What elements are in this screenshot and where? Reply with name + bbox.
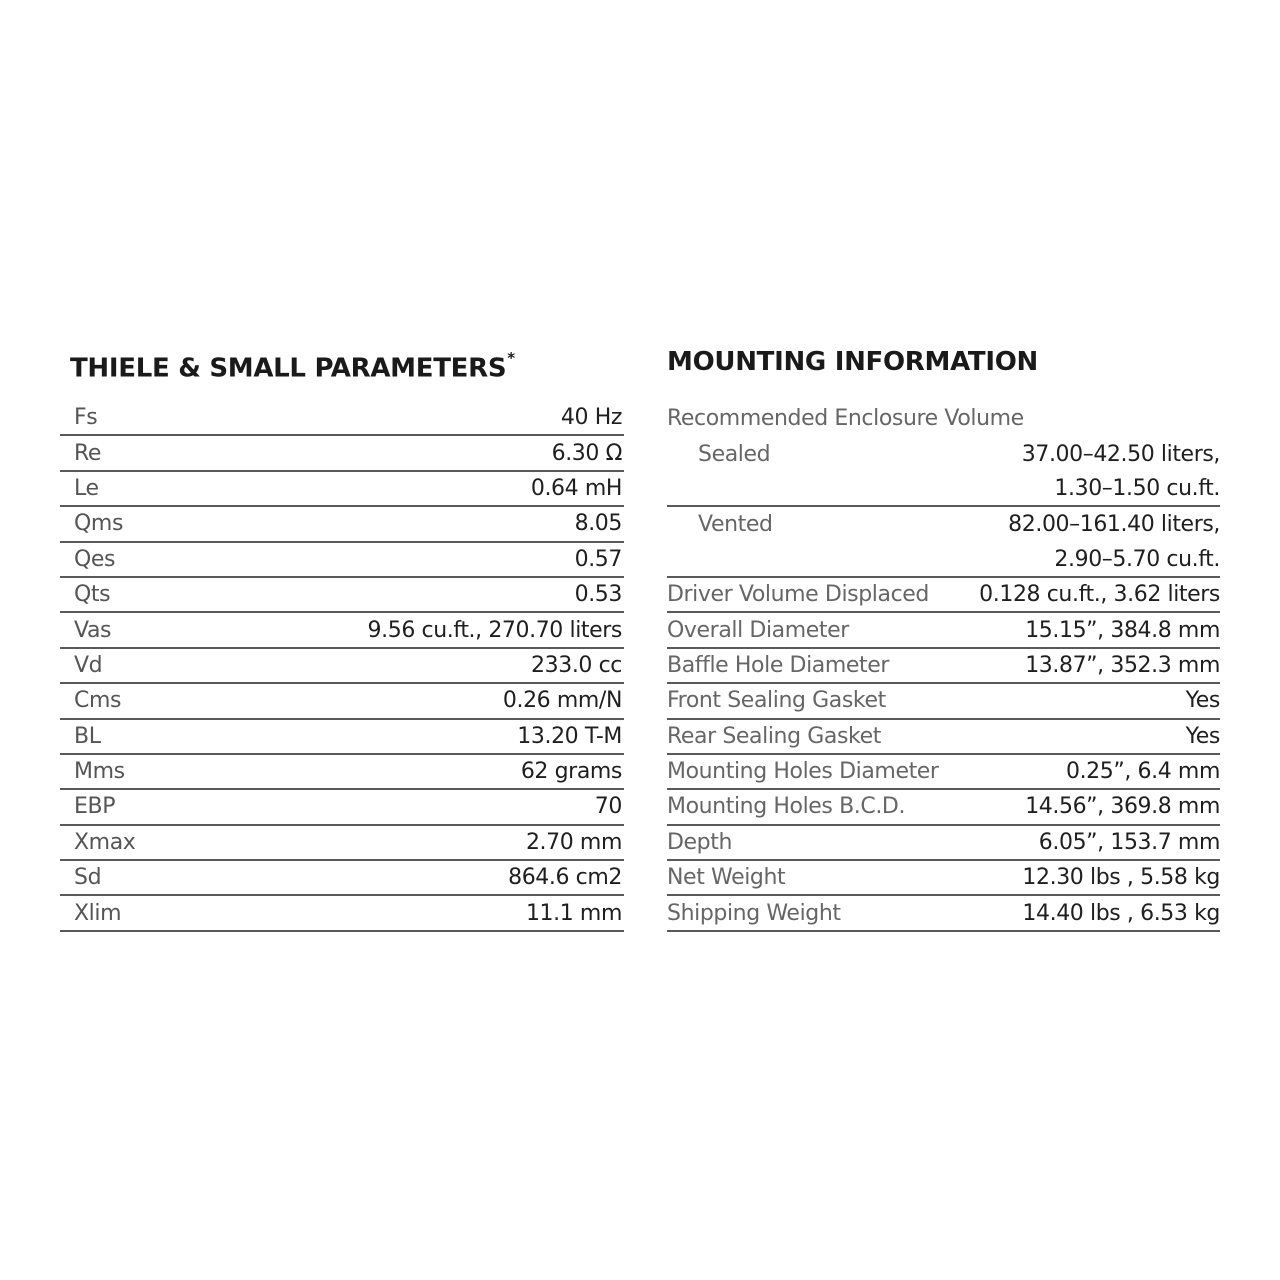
row-value: Yes: [1185, 723, 1220, 749]
table-row: [60, 826, 624, 861]
row-value: 0.128 cu.ft., 3.62 liters: [979, 582, 1220, 608]
row-value: 14.40 lbs , 6.53 kg: [1022, 900, 1220, 926]
table-row: [60, 684, 624, 719]
row-value: 12.30 lbs , 5.58 kg: [1022, 865, 1220, 891]
row-label: Qes: [74, 546, 116, 572]
row-label: Vas: [74, 617, 112, 643]
row-value: 2.90–5.70 cu.ft.: [1054, 546, 1220, 572]
vented-row: [667, 507, 1220, 542]
table-row: [60, 578, 624, 613]
table-row: [60, 613, 624, 648]
row-value: 11.1 mm: [525, 900, 622, 926]
row-label: Cms: [74, 688, 122, 714]
mounting-table: [667, 401, 1220, 932]
row-label: Xlim: [74, 900, 122, 926]
vented-row-cont: [667, 543, 1220, 578]
row-label: Front Sealing Gasket: [667, 688, 886, 714]
row-label: Sealed: [698, 441, 771, 467]
mounting-spec-rows: [667, 578, 1220, 932]
row-label: Driver Volume Displaced: [667, 582, 929, 608]
row-value: 0.25”, 6.4 mm: [1065, 759, 1220, 785]
thiele-small-title: THIELE & SMALL PARAMETERS: [70, 353, 507, 384]
row-value: 70: [594, 794, 622, 820]
sealed-row-cont: [667, 472, 1220, 507]
row-value: 864.6 cm2: [508, 865, 622, 891]
row-label: Net Weight: [667, 865, 786, 891]
row-value: 0.64 mH: [530, 475, 622, 501]
row-label: Fs: [74, 405, 98, 431]
row-label: BL: [74, 723, 101, 749]
row-label: Depth: [667, 829, 733, 855]
row-value: 1.30–1.50 cu.ft.: [1054, 475, 1220, 501]
table-row: [60, 861, 624, 896]
row-label: Shipping Weight: [667, 900, 841, 926]
row-value: Yes: [1185, 688, 1220, 714]
table-row: [60, 507, 624, 542]
row-value: 62 grams: [520, 759, 622, 785]
row-value: 8.05: [574, 511, 622, 537]
row-value: 14.56”, 369.8 mm: [1025, 794, 1220, 820]
row-label: Vented: [698, 512, 773, 538]
table-row: [667, 790, 1220, 825]
table-row: [667, 613, 1220, 648]
row-value: 0.53: [574, 582, 622, 608]
table-row: [60, 649, 624, 684]
row-value: 0.26 mm/N: [502, 688, 622, 714]
thiele-small-section: [60, 340, 624, 932]
table-row: [667, 649, 1220, 684]
row-value: 13.20 T-M: [517, 723, 622, 749]
table-row: [667, 755, 1220, 790]
row-value: 37.00–42.50 liters,: [1021, 441, 1220, 467]
footnote-asterisk: *: [507, 349, 515, 367]
row-label: Qts: [74, 582, 111, 608]
mounting-section: [667, 340, 1220, 932]
table-row: [60, 436, 624, 471]
table-row: [667, 826, 1220, 861]
table-row: [60, 896, 624, 931]
row-value: 82.00–161.40 liters,: [1008, 512, 1220, 538]
row-label: Qms: [74, 511, 124, 537]
row-label: Sd: [74, 865, 102, 891]
table-row: [667, 578, 1220, 613]
row-value: 9.56 cu.ft., 270.70 liters: [367, 617, 622, 643]
thiele-small-heading: [60, 340, 624, 384]
table-row: [667, 720, 1220, 755]
row-label: Baffle Hole Diameter: [667, 652, 890, 678]
row-value: 2.70 mm: [525, 829, 622, 855]
table-row: [667, 684, 1220, 719]
table-row: [60, 472, 624, 507]
thiele-small-table: [60, 401, 624, 932]
row-value: 0.57: [574, 546, 622, 572]
row-value: 13.87”, 352.3 mm: [1025, 652, 1220, 678]
table-row: [667, 861, 1220, 896]
row-label: Xmax: [74, 829, 136, 855]
row-label: Mounting Holes B.C.D.: [667, 794, 906, 820]
table-row: [60, 543, 624, 578]
row-label: EBP: [74, 794, 116, 820]
row-value: 6.30 Ω: [551, 440, 622, 466]
row-label: Re: [74, 440, 102, 466]
row-label: Mms: [74, 759, 125, 785]
row-label: Recommended Enclosure Volume: [667, 406, 1024, 432]
row-label: Rear Sealing Gasket: [667, 723, 881, 749]
row-label: Le: [74, 475, 99, 501]
row-label: Overall Diameter: [667, 617, 849, 643]
row-label: Mounting Holes Diameter: [667, 759, 939, 785]
table-row: [60, 720, 624, 755]
row-label: Vd: [74, 652, 103, 678]
enclosure-volume-row: [667, 401, 1220, 436]
row-value: 40 Hz: [560, 405, 622, 431]
sealed-row: [667, 436, 1220, 471]
mounting-heading: MOUNTING INFORMATION: [667, 347, 1038, 377]
row-value: 15.15”, 384.8 mm: [1025, 617, 1220, 643]
table-row: [60, 755, 624, 790]
row-value: 6.05”, 153.7 mm: [1038, 829, 1220, 855]
table-row: [60, 790, 624, 825]
row-value: 233.0 cc: [531, 652, 622, 678]
table-row: [667, 896, 1220, 931]
table-row: [60, 401, 624, 436]
